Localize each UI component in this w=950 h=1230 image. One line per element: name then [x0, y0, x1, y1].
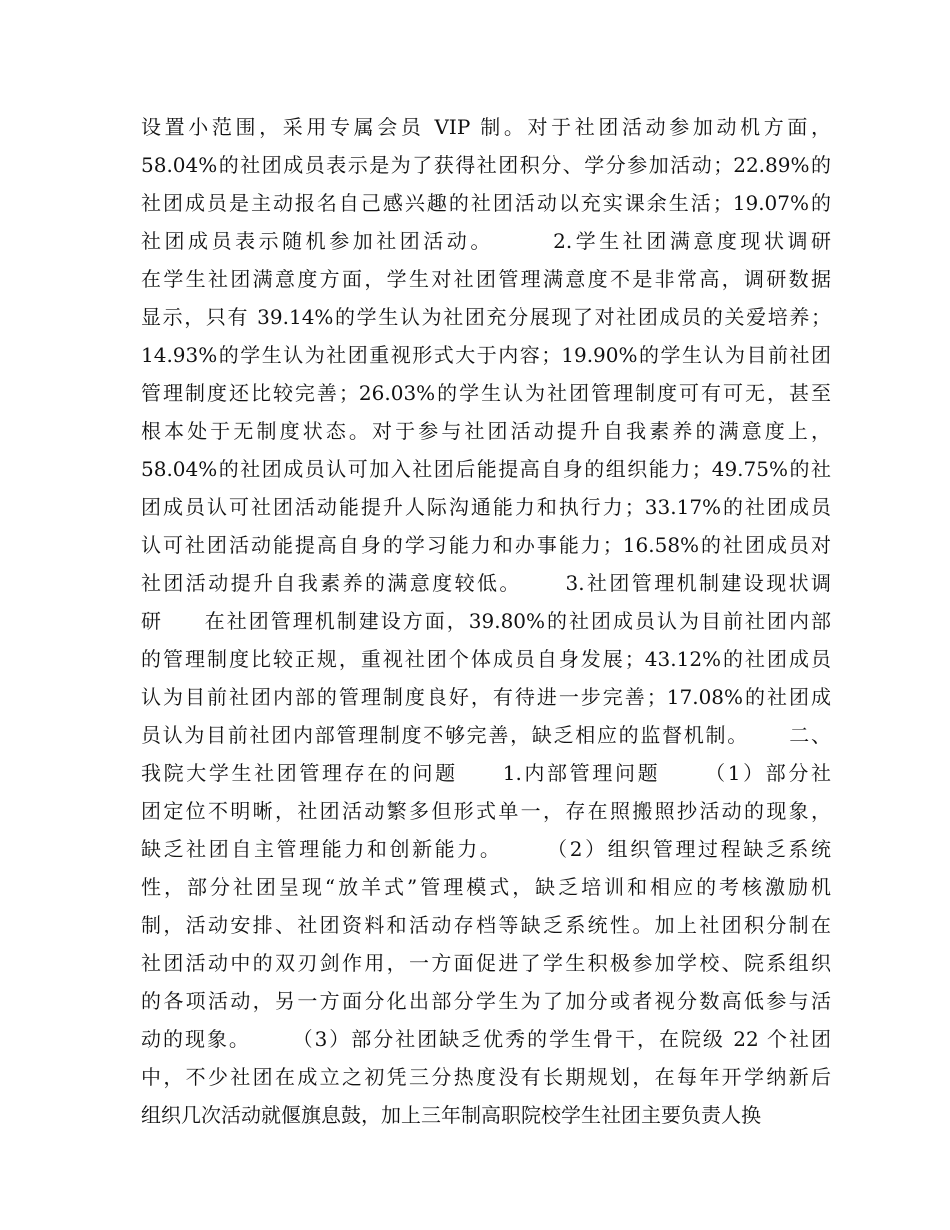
text-line: 动的现象。 （3）部分社团缺乏优秀的学生骨干，在院级 22 个社团: [141, 1027, 831, 1051]
text-line: 性，部分社团呈现“放羊式”管理模式，缺乏培训和相应的考核激励机: [141, 875, 831, 899]
text-line: 社团活动提升自我素养的满意度较低。 3.社团管理机制建设现状调: [141, 571, 831, 595]
text-line: 14.93%的学生认为社团重视形式大于内容；19.90%的学生认为目前社团: [141, 343, 831, 367]
text-line: 研 在社团管理机制建设方面，39.80%的社团成员认为目前社团内部: [141, 609, 831, 633]
text-line: 社团成员是主动报名自己感兴趣的社团活动以充实课余生活；19.07%的: [141, 191, 831, 215]
text-line: 制，活动安排、社团资料和活动存档等缺乏系统性。加上社团积分制在: [141, 913, 831, 937]
text-line: 显示，只有 39.14%的学生认为社团充分展现了对社团成员的关爱培养；: [141, 305, 831, 329]
text-line: 中，不少社团在成立之初凭三分热度没有长期规划，在每年开学纳新后: [141, 1065, 831, 1089]
text-line: 58.04%的社团成员认可加入社团后能提高自身的组织能力；49.75%的社: [141, 457, 831, 481]
body-text: [141, 108, 831, 1134]
text-line: 在学生社团满意度方面，学生对社团管理满意度不是非常高，调研数据: [141, 267, 831, 291]
text-line: 管理制度还比较完善；26.03%的学生认为社团管理制度可有可无，甚至: [141, 381, 831, 405]
text-line: 根本处于无制度状态。对于参与社团活动提升自我素养的满意度上，: [141, 419, 831, 443]
text-line: 设置小范围，采用专属会员 VIP 制。对于社团活动参加动机方面，: [141, 115, 831, 139]
text-line: 社团成员表示随机参加社团活动。 2.学生社团满意度现状调研: [141, 229, 831, 253]
text-line: 58.04%的社团成员表示是为了获得社团积分、学分参加活动；22.89%的: [141, 153, 831, 177]
text-line: 团定位不明晰，社团活动繁多但形式单一，存在照搬照抄活动的现象，: [141, 799, 831, 823]
text-line: 认可社团活动能提高自身的学习能力和办事能力；16.58%的社团成员对: [141, 533, 831, 557]
text-line: 社团活动中的双刃剑作用，一方面促进了学生积极参加学校、院系组织: [141, 951, 831, 975]
text-line: 的管理制度比较正规，重视社团个体成员自身发展；43.12%的社团成员: [141, 647, 831, 671]
text-line: 的各项活动，另一方面分化出部分学生为了加分或者视分数高低参与活: [141, 989, 831, 1013]
text-line: 认为目前社团内部的管理制度良好，有待进一步完善；17.08%的社团成: [141, 685, 831, 709]
text-line: 团成员认可社团活动能提升人际沟通能力和执行力；33.17%的社团成员: [141, 495, 831, 519]
text-line: 组织几次活动就偃旗息鼓，加上三年制高职院校学生社团主要负责人换: [141, 1103, 761, 1127]
text-line: 员认为目前社团内部管理制度不够完善，缺乏相应的监督机制。 二、: [141, 723, 831, 747]
text-line: 我院大学生社团管理存在的问题 1.内部管理问题 （1）部分社: [141, 761, 831, 785]
text-line: 缺乏社团自主管理能力和创新能力。 （2）组织管理过程缺乏系统: [141, 837, 831, 861]
